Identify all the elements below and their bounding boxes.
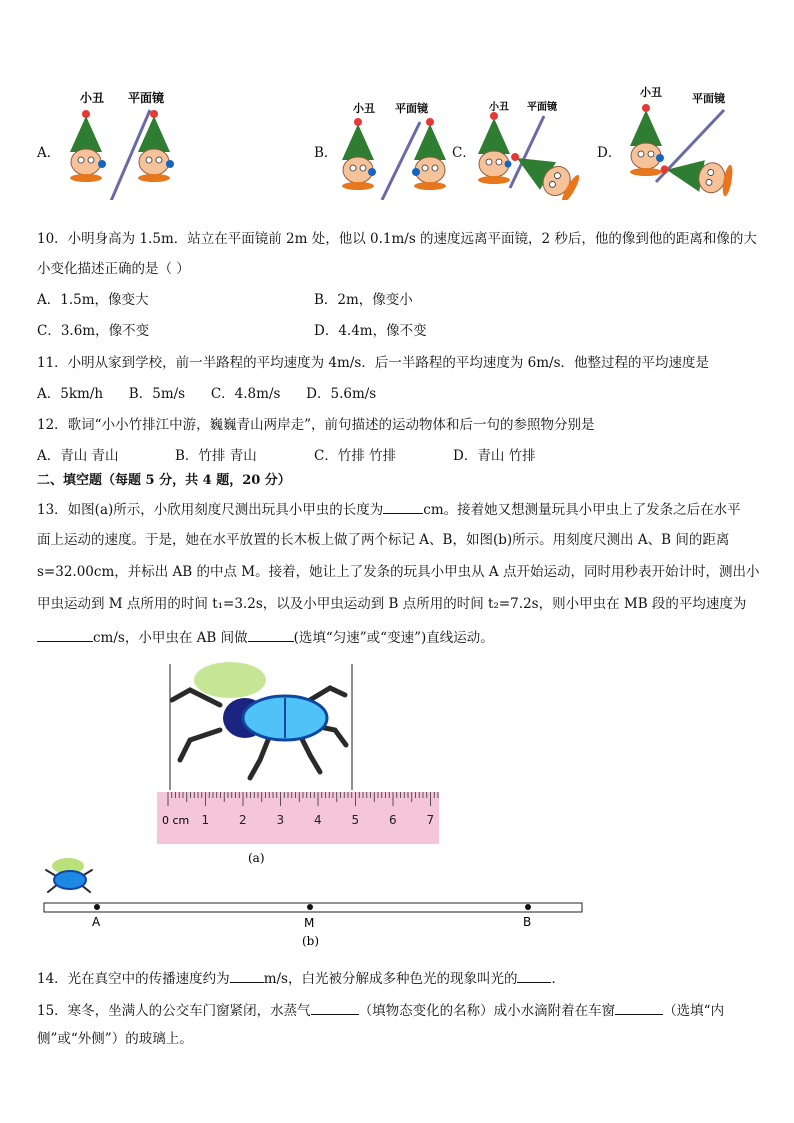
q10-option-b: B．2m，像变小 <box>314 292 413 308</box>
ruler <box>157 792 439 844</box>
svg-text:平面镜: 平面镜 <box>692 92 725 105</box>
q13-line4: 甲虫运动到 M 点所用的时间 t₁=3.2s，以及小甲虫运动到 B 点所用的时间 t₂=7.2s，则小甲虫在 MB 段的平均速度为 <box>37 596 747 612</box>
small-beetle-icon <box>46 858 92 892</box>
ruler-number: 4 <box>314 813 322 827</box>
point-m-label: M <box>304 916 315 930</box>
q13-speed-blank[interactable] <box>37 627 93 642</box>
figure-b-caption: (b) <box>302 934 320 948</box>
q12-option-c: C．竹排 竹排 <box>314 448 397 464</box>
beetle-ruler-figure <box>150 660 450 870</box>
q9-c-figure <box>478 100 582 200</box>
ruler-unit: 0 cm <box>162 814 190 827</box>
point-b-label: B <box>523 915 532 929</box>
clown-label: 小丑 <box>80 91 105 105</box>
q14-phenomenon-blank[interactable] <box>517 968 551 983</box>
q15-line2: 侧”或“外侧”）的玻璃上。 <box>37 1031 193 1047</box>
q10-stem-line2: 小变化描述正确的是（ ） <box>37 261 190 277</box>
q10-option-c: C．3.6m，像不变 <box>37 323 150 339</box>
q12-option-a: A．青山 青山 <box>37 448 119 464</box>
point-a-label: A <box>92 915 101 929</box>
q10-option-a: A．1.5m，像变大 <box>37 292 149 308</box>
q13-line3: s=32.00cm，并标出 AB 的中点 M。接着，她让上了发条的玩具小甲虫从 A 点开始运动，同时用秒表开始计时，测出小 <box>37 564 760 580</box>
q9-option-c-label: C． <box>452 145 476 161</box>
point-a-marker <box>94 904 100 910</box>
q13-motion-blank[interactable] <box>248 627 294 642</box>
point-m-marker <box>307 904 313 910</box>
q14-speed-blank[interactable] <box>230 968 264 983</box>
point-b-marker <box>525 904 531 910</box>
q9-figures <box>0 80 794 200</box>
q9-b-figure <box>342 101 446 200</box>
q13-length-blank[interactable] <box>383 499 423 514</box>
q10-option-d: D．4.4m，像不变 <box>314 323 427 339</box>
q15-line1: 15．寒冬，坐满人的公交车门窗紧闭，水蒸气 （填物态变化的名称）成小水滴附着在车窗 （选填“内 <box>37 1000 724 1020</box>
q12-option-d: D．青山 竹排 <box>453 448 536 464</box>
svg-text:小丑: 小丑 <box>640 86 662 99</box>
figure-a-caption: (a) <box>248 851 265 865</box>
q9-d-figure <box>630 85 734 197</box>
q13-line1: 13．如图(a)所示，小欣用刻度尺测出玩具小甲虫的长度为 cm。接着她又想测量玩具小甲虫上了发条之后在水平 <box>37 499 741 519</box>
svg-text:小丑: 小丑 <box>353 102 375 115</box>
q11-stem: 11．小明从家到学校，前一半路程的平均速度为 4m/s．后一半路程的平均速度为 6m/s．他整过程的平均速度是 <box>37 355 709 371</box>
wooden-board <box>44 903 582 912</box>
q13-line5: cm/s，小甲虫在 AB 间做 (选填“匀速”或“变速”)直线运动。 <box>37 627 494 647</box>
q13-line2: 面上运动的速度。于是，她在水平放置的长木板上做了两个标记 A、B，如图(b)所示。用刻度尺测出 A、B 间的距离 <box>37 532 730 548</box>
svg-text:小丑: 小丑 <box>489 102 509 113</box>
q12-stem: 12．歌词“小小竹排江中游，巍巍青山两岸走”，前句描述的运动物体和后一句的参照物分别是 <box>37 417 595 433</box>
mirror-label: 平面镜 <box>128 91 165 105</box>
q12-option-b: B．竹排 青山 <box>175 448 257 464</box>
q10-stem-line1: 10．小明身高为 1.5m．站立在平面镜前 2m 处，他以 0.1m/s 的速度远离平面镜，2 秒后，他的像到他的距离和像的大 <box>37 231 757 247</box>
ruler-number: 6 <box>389 813 397 827</box>
ruler-number: 5 <box>351 813 360 827</box>
q11-options: A．5km/h B．5m/s C．4.8m/s D．5.6m/s <box>37 386 377 402</box>
track-figure <box>30 850 600 950</box>
beetle-image <box>172 662 346 778</box>
svg-text:平面镜: 平面镜 <box>395 102 428 115</box>
q9-a-figure <box>70 90 174 200</box>
q9-option-d-label: D． <box>597 145 622 161</box>
ruler-number: 3 <box>276 813 285 827</box>
q9-option-b-label: B． <box>314 145 338 161</box>
ruler-number: 7 <box>426 813 435 827</box>
ruler-number: 1 <box>201 813 210 827</box>
ruler-number: 2 <box>239 813 247 827</box>
svg-text:平面镜: 平面镜 <box>527 102 557 113</box>
q14-text: 14．光在真空中的传播速度约为 m/s，白光被分解成多种色光的现象叫光的 ． <box>37 968 565 988</box>
q15-side-blank[interactable] <box>615 1000 663 1015</box>
section-title: 二、填空题（每题 5 分，共 4 题，20 分） <box>37 473 291 488</box>
q9-option-a-label: A． <box>37 145 61 161</box>
q15-change-blank[interactable] <box>311 1000 359 1015</box>
